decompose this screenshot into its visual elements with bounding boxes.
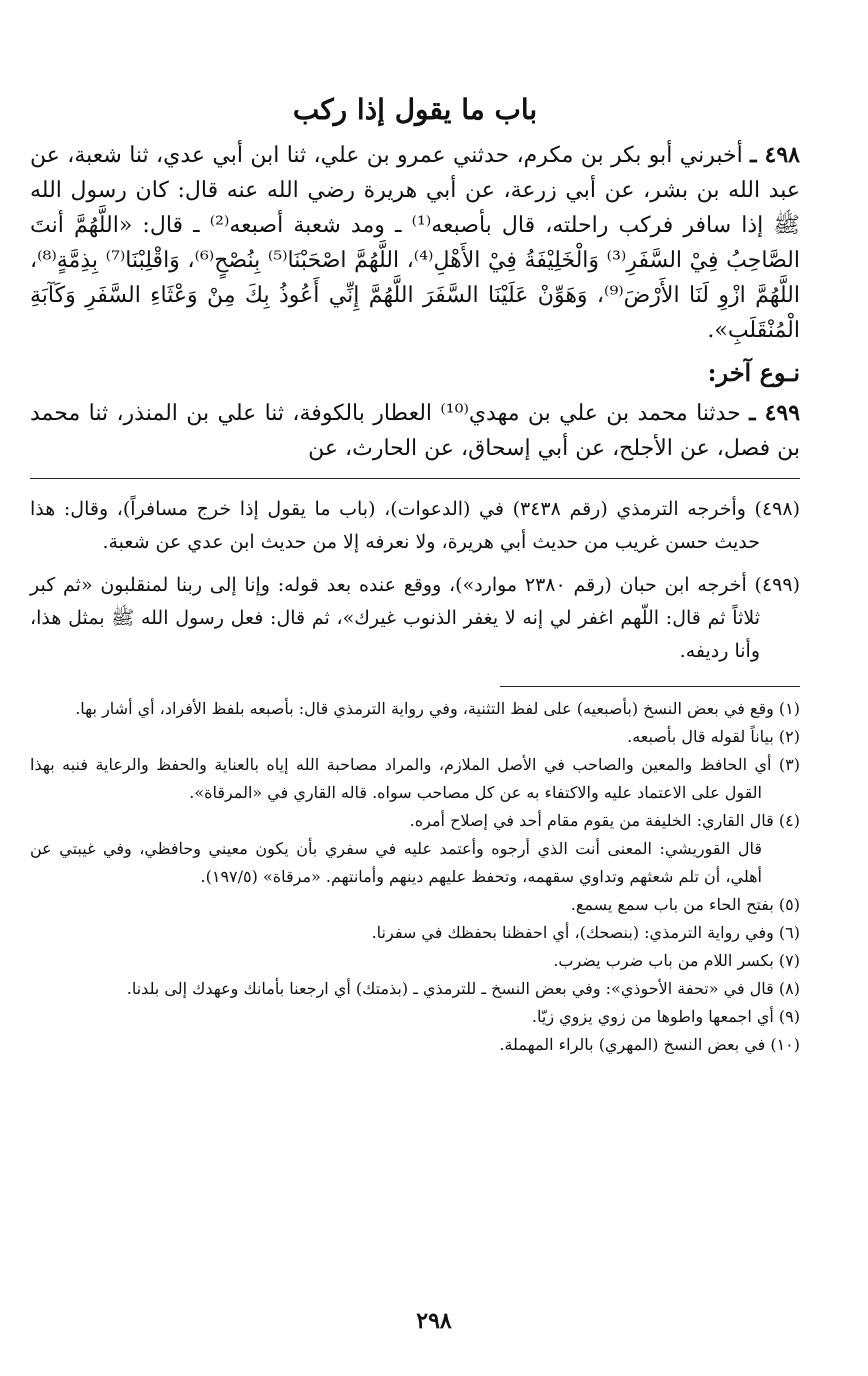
takhrij-note: (٤٩٩) أخرجه ابن حبان (رقم ٢٣٨٠ موارد»)، ووقع عنده بعد قوله: وإنا إلى ربنا لمنقلبون «ثم كبر ثلاثاً ثم قال: اللّهم اغفر لي إنه لا يغفر الذنوب غيرك»، ثم قال: فعل رسول الله ﷺ بمثل هذا، وأنا رديفه. [30, 574, 800, 662]
footnote: (٨) قال في «تحفة الأحوذي»: وفي بعض النسخ ـ للترمذي ـ (بذمتك) أي ارجعنا بأمانك وعهدك إلى بلدنا. [126, 979, 800, 998]
footnote: (١) وقع في بعض النسخ (بأصبعيه) على لفظ التثنية، وفي رواية الترمذي قال: بأصبعه بلفظ الأفراد، أي أشار بها. [75, 699, 800, 718]
separator-line [30, 478, 800, 479]
footnote: (١٠) في بعض النسخ (المهري) بالراء المهملة. [499, 1035, 800, 1054]
section-heading: نـوع آخر: [707, 358, 800, 387]
footnote: (٢) بياناً لقوله قال بأصبعه. [627, 727, 800, 746]
footnote: (٩) أي اجمعها واطوها من زوي يزوي زيّا. [531, 1007, 800, 1026]
footnote: (٥) بفتح الحاء من باب سمع يسمع. [570, 895, 800, 914]
hadith-498 [30, 138, 800, 348]
hadith-499 [30, 396, 800, 466]
footnote: (٦) وفي رواية الترمذي: (بنصحك)، أي احفظنا بحفظك في سفرنا. [371, 923, 800, 942]
hadith-499-text: حدثنا محمد بن علي بن مهدي⁽¹⁰⁾ العطار بالكوفة، ثنا علي بن المنذر، ثنا محمد بن فصل، عن الأجلح، عن أبي إسحاق، عن الحارث، عن [30, 401, 800, 461]
takhrij-note: (٤٩٨) وأخرجه الترمذي (رقم ٣٤٣٨) في (الدعوات)، (باب ما يقول إذا خرج مسافراً)، وقال: هذا حديث حسن غريب من حديث أبي هريرة، ولا نعرفه إلا من حديث ابن عدي عن شعبة. [30, 498, 801, 553]
footnote: (٧) بكسر اللام من باب ضرب يضرب. [553, 951, 800, 970]
footnote-separator [500, 686, 800, 687]
hadith-499-number: ٤٩٩ ـ [749, 400, 801, 426]
footnote: (٤) قال القاري: الخليفة من يقوم مقام أحد في إصلاح أمره. [409, 811, 800, 830]
hadith-498-text: أخبرني أبو بكر بن مكرم، حدثني عمرو بن علي، ثنا ابن أبي عدي، ثنا شعبة، عن عبد الله بن بشر، عن أبي زرعة، عن أبي هريرة رضي الله عنه قال: كان رسول الله ﷺ إذا سافر فركب راحلته، قال بأصبعه⁽¹⁾ ـ ومد شعبة أصبعه⁽²⁾ ـ قال: «اللَّهُمَّ أنتَ الصَّاحِبُ فِيْ السَّفَرِ⁽³⁾ وَالْخَلِيْفَةُ فِيْ الأَهْلِ⁽⁴⁾، اللَّهُمَّ اصْحَبْنَا⁽⁵⁾ بِنُصْحٍ⁽⁶⁾، وَاقْلِبْنَا⁽⁷⁾ بِذِمَّةٍ⁽⁸⁾، اللَّهُمَّ ازْوِ لَنَا الأَرْضَ⁽⁹⁾، وَهَوِّنْ عَلَيْنَا السَّفَرَ اللَّهُمَّ إِنِّي أَعُوذُ بِكَ مِنْ وَعْثَاءِ السَّفَرِ وَكَآبَةِ الْمُنْقَلَبِ». [30, 143, 800, 343]
footnote: قال القوريشي: المعنى أنت الذي أرجوه وأعتمد عليه في سفري بأن يكون معيني وحافظي، وفي غيبتي عن أهلي، أن تلم شعثهم وتداوي سقهمه، وتحفظ عليهم دينهم وأمانتهم. «مرقاة» (١٩٧/٥). [30, 839, 762, 886]
footnote: (٣) أي الحافظ والمعين والصاحب في الأصل الملازم، والمراد مصاحبة الله إياه بالعناية والحفظ والرعاية فنبه بهذا القول على الاعتماد عليه والاكتفاء به عن كل مصاحب سواه. قاله القاري في «المرقاة». [30, 755, 800, 802]
page-body [30, 80, 800, 1059]
hadith-498-number: ٤٩٨ ـ [750, 142, 800, 168]
page-number: ٢٩٨ [416, 1308, 452, 1334]
chapter-title: باب ما يقول إذا ركب [292, 93, 538, 126]
